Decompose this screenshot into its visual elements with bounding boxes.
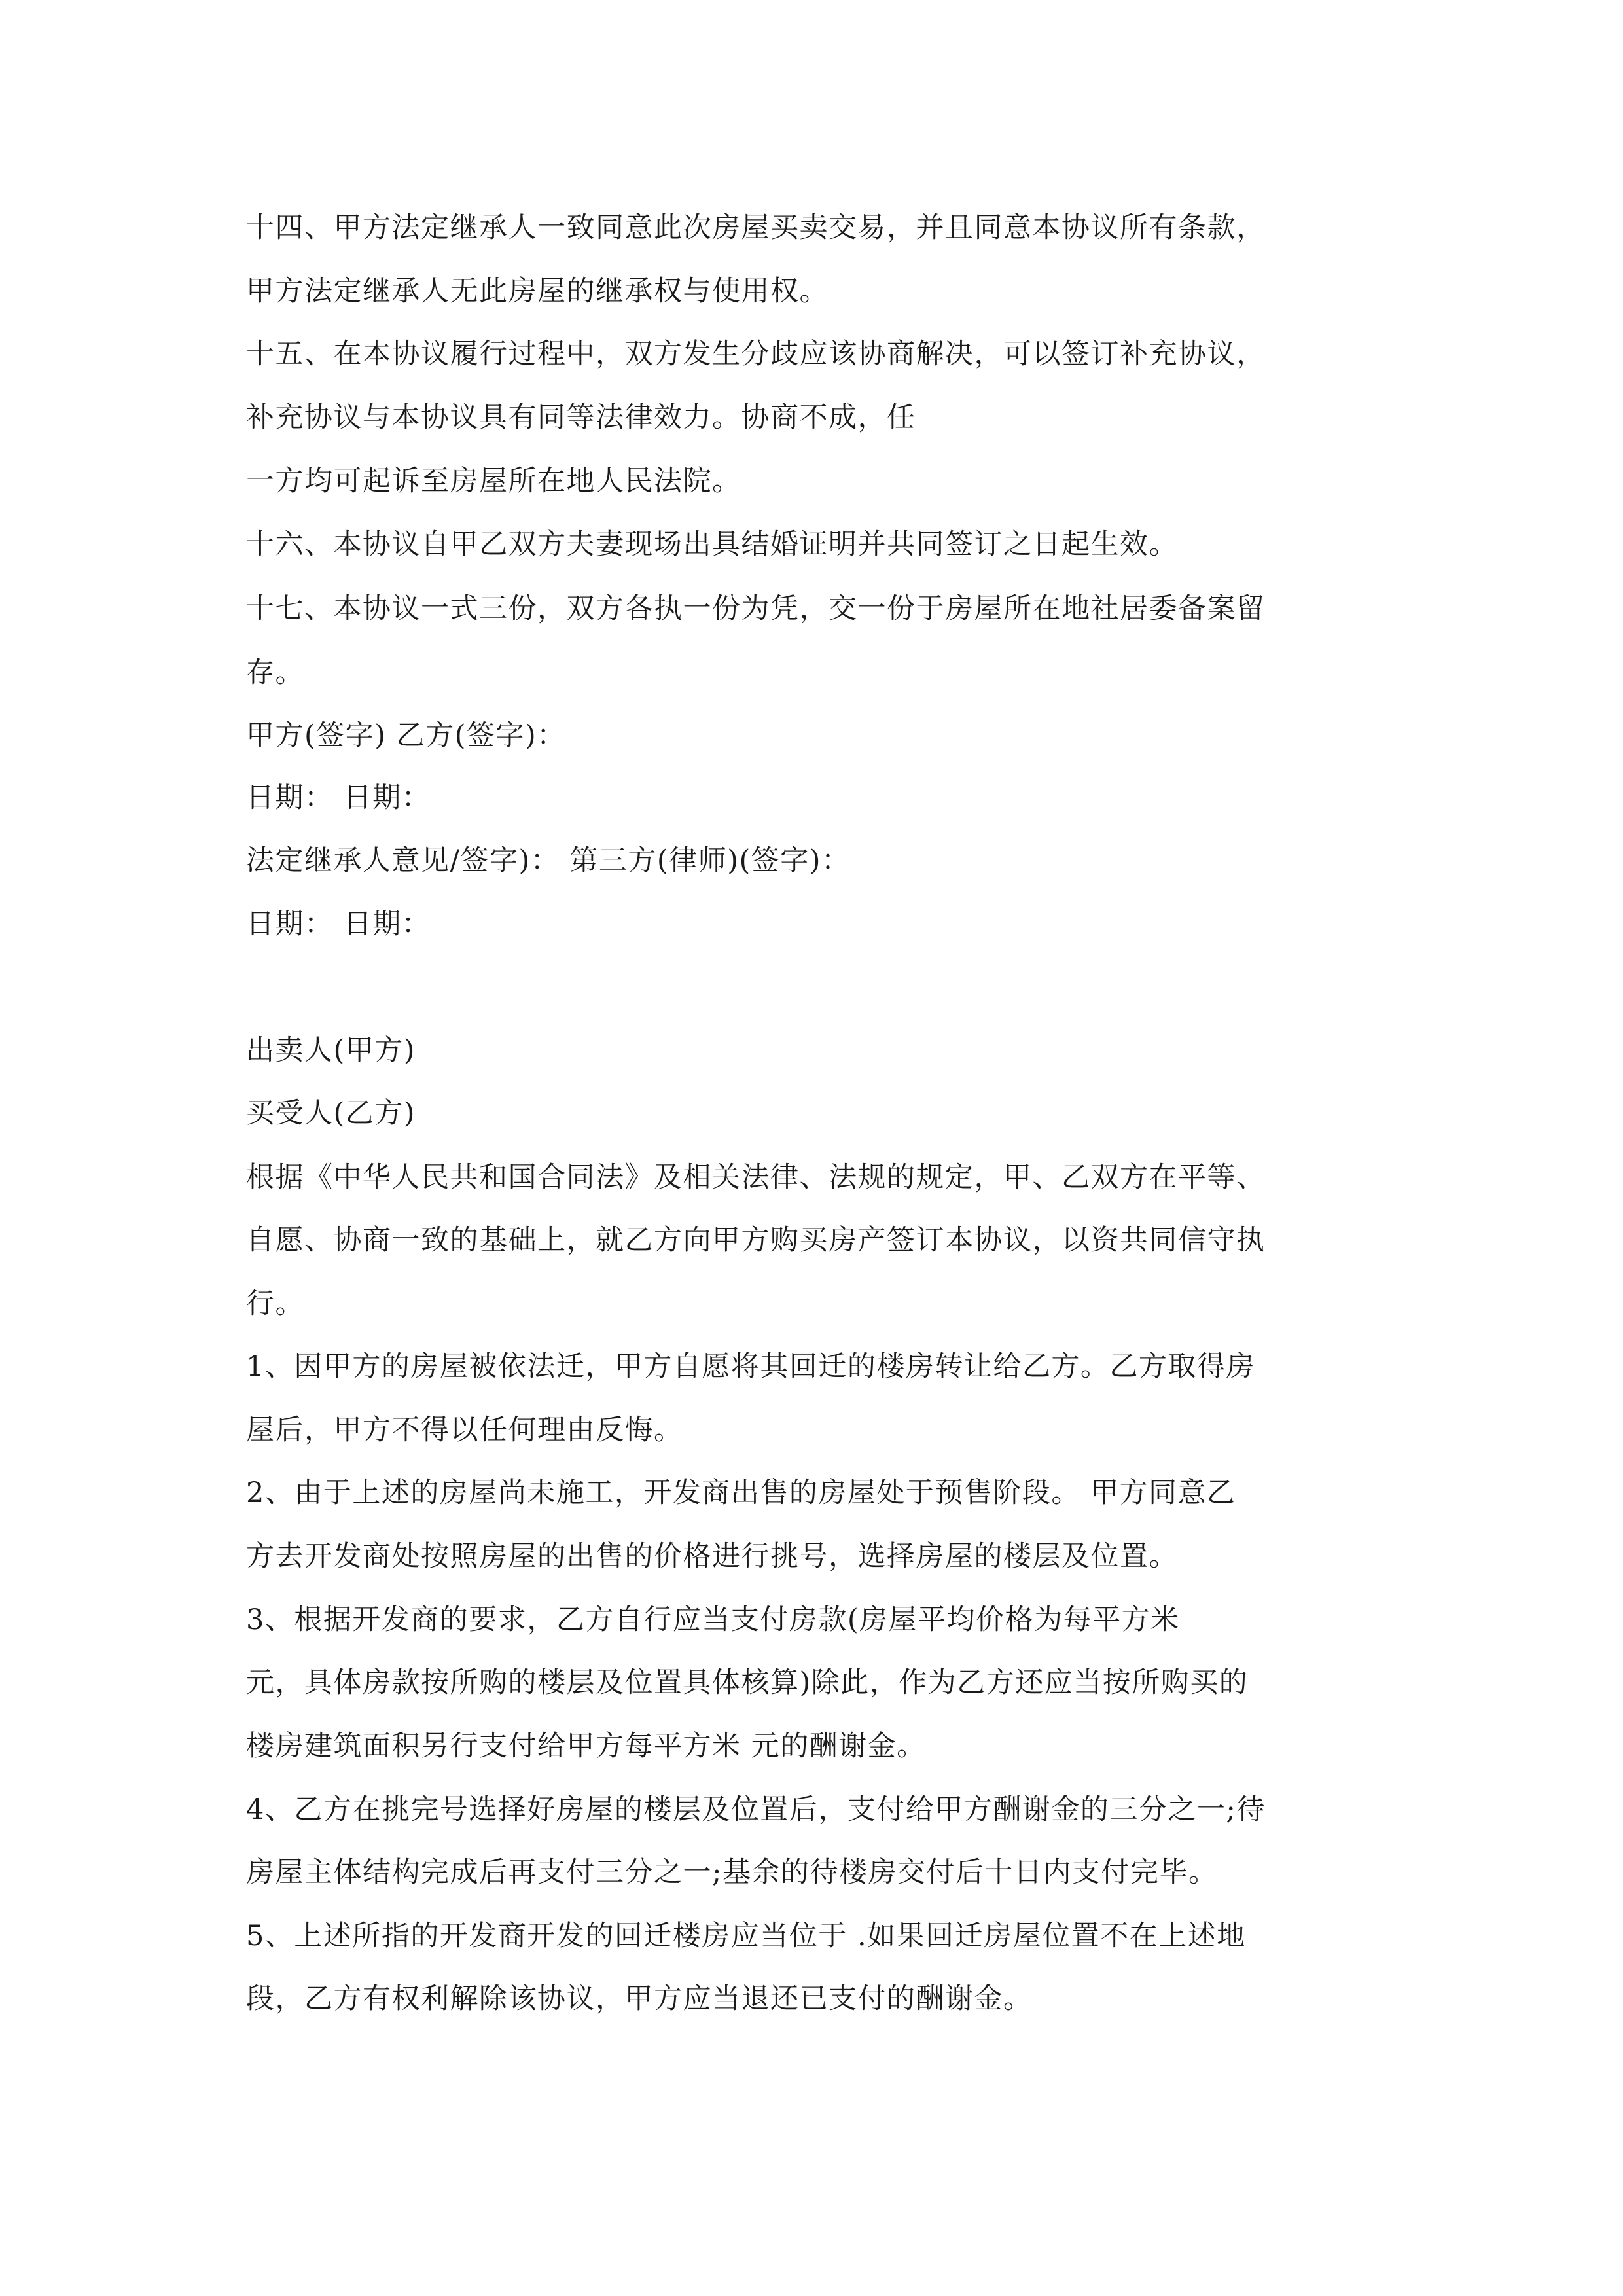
preamble-line-1: 根据《中华人民共和国合同法》及相关法律、法规的规定，甲、乙双方在平等、 bbox=[246, 1161, 1266, 1194]
date-line-2: 日期： 日期： bbox=[246, 908, 431, 941]
item-5-line-1: 5、上述所指的开发商开发的回迁楼房应当位于 .如果回迁房屋位置不在上述地 bbox=[246, 1920, 1246, 1952]
preamble-line-3: 行。 bbox=[246, 1287, 304, 1320]
clause-15-line-2: 补充协议与本协议具有同等法律效力。协商不成，任 bbox=[246, 401, 916, 434]
preamble-line-2: 自愿、协商一致的基础上，就乙方向甲方购买房产签订本协议，以资共同信守执 bbox=[246, 1224, 1266, 1257]
item-2-line-2: 方去开发商处按照房屋的出售的价格进行挑号，选择房屋的楼层及位置。 bbox=[246, 1540, 1178, 1573]
item-4-line-1: 4、乙方在挑完号选择好房屋的楼层及位置后，支付给甲方酬谢金的三分之一;待 bbox=[246, 1793, 1266, 1826]
item-3-line-1: 3、根据开发商的要求，乙方自行应当支付房款(房屋平均价格为每平方米 bbox=[246, 1604, 1180, 1636]
signature-line-heirs-lawyer: 法定继承人意见/签字)： 第三方(律师)(签字)： bbox=[246, 844, 851, 877]
clause-17-line-2: 存。 bbox=[246, 656, 304, 689]
item-3-line-3: 楼房建筑面积另行支付给甲方每平方米 元的酬谢金。 bbox=[246, 1730, 926, 1763]
buyer-label: 买受人(乙方) bbox=[246, 1097, 416, 1130]
date-line-1: 日期： 日期： bbox=[246, 781, 431, 814]
item-2-line-1: 2、由于上述的房屋尚未施工，开发商出售的房屋处于预售阶段。 甲方同意乙 bbox=[246, 1477, 1236, 1509]
item-3-line-2: 元，具体房款按所购的楼层及位置具体核算)除此，作为乙方还应当按所购买的 bbox=[246, 1666, 1249, 1699]
clause-16-line-1: 十六、本协议自甲乙双方夫妻现场出具结婚证明并共同签订之日起生效。 bbox=[246, 528, 1178, 561]
signature-line-parties: 甲方(签字) 乙方(签字)： bbox=[246, 719, 566, 752]
clause-15-line-3: 一方均可起诉至房屋所在地人民法院。 bbox=[246, 465, 741, 497]
item-1-line-1: 1、因甲方的房屋被依法迁，甲方自愿将其回迁的楼房转让给乙方。乙方取得房 bbox=[246, 1350, 1255, 1383]
item-5-line-2: 段，乙方有权利解除该协议，甲方应当退还已支付的酬谢金。 bbox=[246, 1982, 1033, 2015]
clause-14-line-1: 十四、甲方法定继承人一致同意此次房屋买卖交易，并且同意本协议所有条款， bbox=[246, 211, 1266, 244]
item-4-line-2: 房屋主体结构完成后再支付三分之一;基余的待楼房交付后十日内支付完毕。 bbox=[246, 1856, 1218, 1889]
clause-15-line-1: 十五、在本协议履行过程中，双方发生分歧应该协商解决，可以签订补充协议， bbox=[246, 338, 1266, 370]
seller-label: 出卖人(甲方) bbox=[246, 1034, 416, 1067]
item-1-line-2: 屋后，甲方不得以任何理由反悔。 bbox=[246, 1414, 683, 1446]
clause-14-line-2: 甲方法定继承人无此房屋的继承权与使用权。 bbox=[246, 275, 829, 308]
clause-17-line-1: 十七、本协议一式三份，双方各执一份为凭，交一份于房屋所在地社居委备案留 bbox=[246, 592, 1266, 625]
